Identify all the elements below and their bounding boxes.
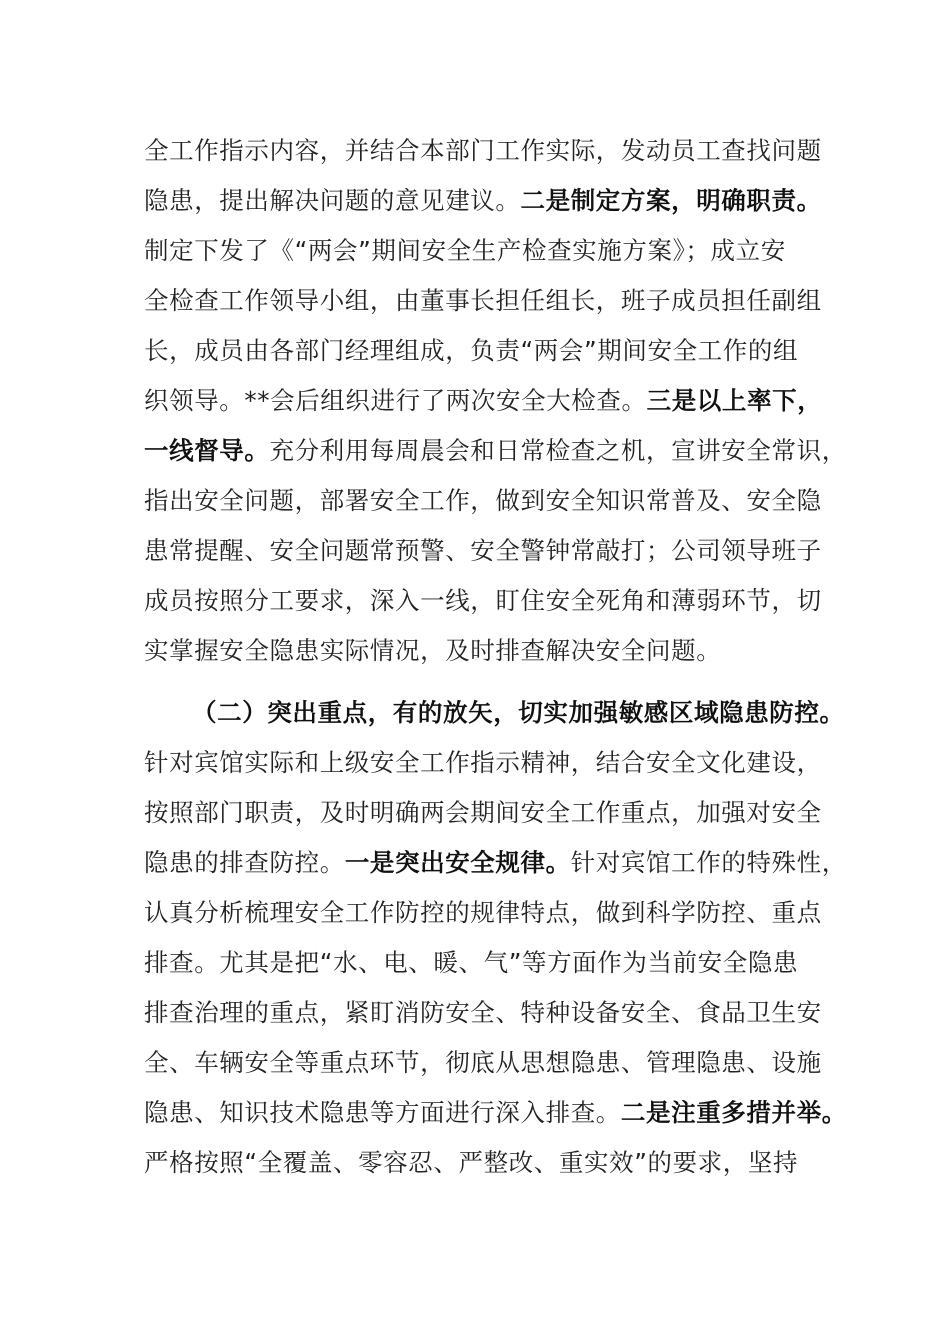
bold-subheading: 二是注重多措并举。	[620, 1098, 847, 1127]
text-line	[144, 581, 844, 621]
line-text: 针对宾馆实际和上级安全工作指示精神，结合安全文化建设，	[144, 748, 822, 777]
bold-subheading: 一线督导。	[144, 436, 270, 465]
line-text: 充分利用每周晨会和日常检查之机，宣讲安全常识，	[269, 436, 847, 465]
line-text: 患常提醒、安全问题常预警、安全警钟常敲打；公司领导班子	[144, 536, 822, 565]
bold-subheading: 三是以上率下，	[646, 386, 823, 415]
line-text: 隐患，提出解决问题的意见建议。	[144, 186, 521, 215]
text-line	[144, 381, 844, 421]
text-line	[144, 1093, 847, 1133]
text-line	[144, 1043, 844, 1083]
line-text: 隐患的排查防控。	[144, 848, 345, 877]
section-heading-text: （二）突出重点，有的放矢，切实加强敏感区域隐患防控。	[192, 698, 845, 727]
text-line	[144, 231, 844, 271]
text-line	[144, 131, 844, 171]
text-line	[144, 281, 844, 321]
line-text: 成员按照分工要求，深入一线，盯住安全死角和薄弱环节，切	[144, 586, 822, 615]
line-text: 严格按照“全覆盖、零容忍、严整改、重实效”的要求，坚持	[144, 1148, 799, 1177]
line-text: 排查治理的重点，紧盯消防安全、特种设备安全、食品卫生安	[144, 998, 822, 1027]
text-line	[144, 531, 844, 571]
line-text: 按照部门职责，及时明确两会期间安全工作重点，加强对安全	[144, 798, 822, 827]
line-text: 实掌握安全隐患实际情况，及时排查解决安全问题。	[144, 636, 722, 665]
bold-subheading: 一是突出安全规律。	[344, 848, 571, 877]
text-line	[144, 181, 844, 221]
bold-subheading: 二是制定方案，明确职责。	[520, 186, 822, 215]
line-text: 针对宾馆工作的特殊性，	[570, 848, 847, 877]
text-line	[144, 481, 844, 521]
line-text: 排查。尤其是把“水、电、暖、气”等方面作为当前安全隐患	[144, 948, 799, 977]
line-text: 全、车辆安全等重点环节，彻底从思想隐患、管理隐患、设施	[144, 1048, 822, 1077]
text-line	[144, 793, 844, 833]
line-text: 长，成员由各部门经理组成，负责“两会”期间安全工作的组	[144, 336, 799, 365]
line-text: 指出安全问题，部署安全工作，做到安全知识常普及、安全隐	[144, 486, 822, 515]
line-text: 全工作指示内容，并结合本部门工作实际，发动员工查找问题	[144, 136, 822, 165]
text-line	[144, 1143, 844, 1183]
text-line	[144, 993, 844, 1033]
text-line	[144, 943, 844, 983]
line-text: 织领导。**会后组织进行了两次安全大检查。	[144, 386, 647, 415]
text-line	[144, 431, 847, 471]
line-text: 隐患、知识技术隐患等方面进行深入排查。	[144, 1098, 621, 1127]
text-line	[144, 743, 844, 783]
line-text: 认真分析梳理安全工作防控的规律特点，做到科学防控、重点	[144, 898, 822, 927]
text-line	[144, 893, 844, 933]
line-text: 制定下发了《“两会”期间安全生产检查实施方案》；成立安	[144, 236, 786, 265]
section-heading	[192, 693, 892, 733]
text-line	[144, 331, 844, 371]
text-line	[144, 843, 847, 883]
line-text: 全检查工作领导小组，由董事长担任组长，班子成员担任副组	[144, 286, 822, 315]
text-line	[144, 631, 844, 671]
